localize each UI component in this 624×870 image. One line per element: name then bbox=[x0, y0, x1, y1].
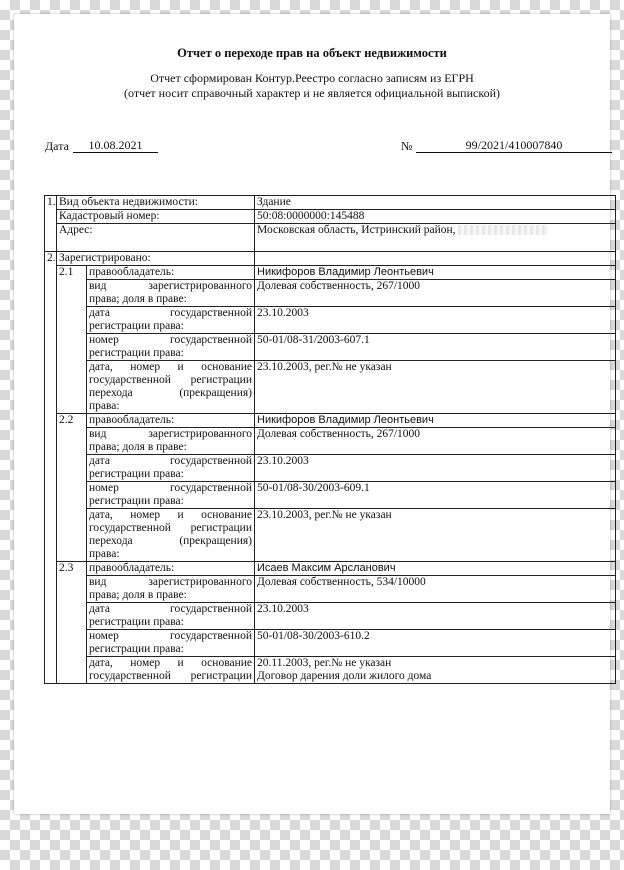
reg-number-label: номер государственной регистрации права: bbox=[87, 482, 255, 509]
table-row bbox=[45, 482, 616, 509]
basis-label: дата, номер и основание государственной регистрации bbox=[87, 657, 255, 684]
basis-value: 23.10.2003, рег.№ не указан bbox=[255, 509, 616, 562]
date-value: 23.10.2003 bbox=[255, 455, 616, 482]
table-row bbox=[45, 224, 616, 252]
basis-label: дата, номер и основание государственной регистрации перехода (прекращения) права: bbox=[87, 509, 255, 562]
document-subtitle: Отчет сформирован Контур.Реестро согласно записям из ЕГРН bbox=[150, 71, 474, 85]
table-row bbox=[45, 334, 616, 361]
holder-value: Никифоров Владимир Леонтьевич bbox=[255, 414, 616, 428]
reg-number-value: 50-01/08-30/2003-610.2 bbox=[255, 630, 616, 657]
reg-number-label: номер государственной регистрации права: bbox=[87, 334, 255, 361]
row-label: Кадастровый номер: bbox=[57, 210, 255, 224]
table-row bbox=[45, 428, 616, 455]
number-value: 99/2021/410007840 bbox=[416, 139, 612, 153]
entry-number: 2.2 bbox=[57, 414, 87, 562]
table-row bbox=[45, 280, 616, 307]
date-value: 10.08.2021 bbox=[73, 139, 158, 153]
row-value: Здание bbox=[255, 196, 616, 210]
document-page bbox=[14, 14, 610, 814]
entry-number: 2.3 bbox=[57, 562, 87, 684]
section-label: Зарегистрировано: bbox=[57, 252, 255, 266]
holder-value: Никифоров Владимир Леонтьевич bbox=[255, 266, 616, 280]
kind-value: Долевая собственность, 267/1000 bbox=[255, 428, 616, 455]
reg-number-value: 50-01/08-31/2003-607.1 bbox=[255, 334, 616, 361]
holder-label: правообладатель: bbox=[87, 414, 255, 428]
table-row bbox=[45, 603, 616, 630]
date-label: дата государственной регистрации права: bbox=[87, 307, 255, 334]
table-row bbox=[45, 455, 616, 482]
document-disclaimer: (отчет носит справочный характер и не является официальной выпиской) bbox=[123, 86, 500, 100]
document-title: Отчет о переходе прав на объект недвижимости bbox=[177, 46, 447, 60]
kind-label: вид зарегистрированного права; доля в праве: bbox=[87, 428, 255, 455]
table-row bbox=[45, 657, 616, 684]
kind-label: вид зарегистрированного права; доля в праве: bbox=[87, 576, 255, 603]
kind-label: вид зарегистрированного права; доля в праве: bbox=[87, 280, 255, 307]
table-row bbox=[45, 562, 616, 576]
table-row bbox=[45, 414, 616, 428]
table-row bbox=[45, 630, 616, 657]
table-row bbox=[45, 307, 616, 334]
table-row bbox=[45, 266, 616, 280]
table-row bbox=[45, 210, 616, 224]
holder-value: Исаев Максим Арсланович bbox=[255, 562, 616, 576]
entry-number: 2.1 bbox=[57, 266, 87, 414]
table-row bbox=[45, 252, 616, 266]
address-value bbox=[255, 224, 616, 252]
number-label: № bbox=[401, 139, 413, 153]
table-row bbox=[45, 576, 616, 603]
holder-label: правообладатель: bbox=[87, 562, 255, 576]
section-number: 1. bbox=[45, 196, 57, 252]
row-value: 50:08:0000000:145488 bbox=[255, 210, 616, 224]
address-text: Московская область, Истринский район, bbox=[257, 224, 456, 236]
kind-value: Долевая собственность, 534/10000 bbox=[255, 576, 616, 603]
basis-label: дата, номер и основание государственной регистрации перехода (прекращения) права: bbox=[87, 361, 255, 414]
date-label: Дата bbox=[45, 139, 69, 153]
holder-label: правообладатель: bbox=[87, 266, 255, 280]
section-number: 2. bbox=[45, 252, 57, 684]
date-value: 23.10.2003 bbox=[255, 603, 616, 630]
reg-number-label: номер государственной регистрации права: bbox=[87, 630, 255, 657]
table-row bbox=[45, 509, 616, 562]
redacted-text bbox=[458, 225, 548, 235]
report-table bbox=[44, 195, 616, 684]
basis-value: 20.11.2003, рег.№ не указан Договор дарения доли жилого дома bbox=[255, 657, 616, 684]
table-row bbox=[45, 361, 616, 414]
basis-value: 23.10.2003, рег.№ не указан bbox=[255, 361, 616, 414]
row-label: Вид объекта недвижимости: bbox=[57, 196, 255, 210]
date-label: дата государственной регистрации права: bbox=[87, 455, 255, 482]
reg-number-value: 50-01/08-30/2003-609.1 bbox=[255, 482, 616, 509]
row-label: Адрес: bbox=[57, 224, 255, 252]
table-row bbox=[45, 196, 616, 210]
kind-value: Долевая собственность, 267/1000 bbox=[255, 280, 616, 307]
date-value: 23.10.2003 bbox=[255, 307, 616, 334]
date-label: дата государственной регистрации права: bbox=[87, 603, 255, 630]
